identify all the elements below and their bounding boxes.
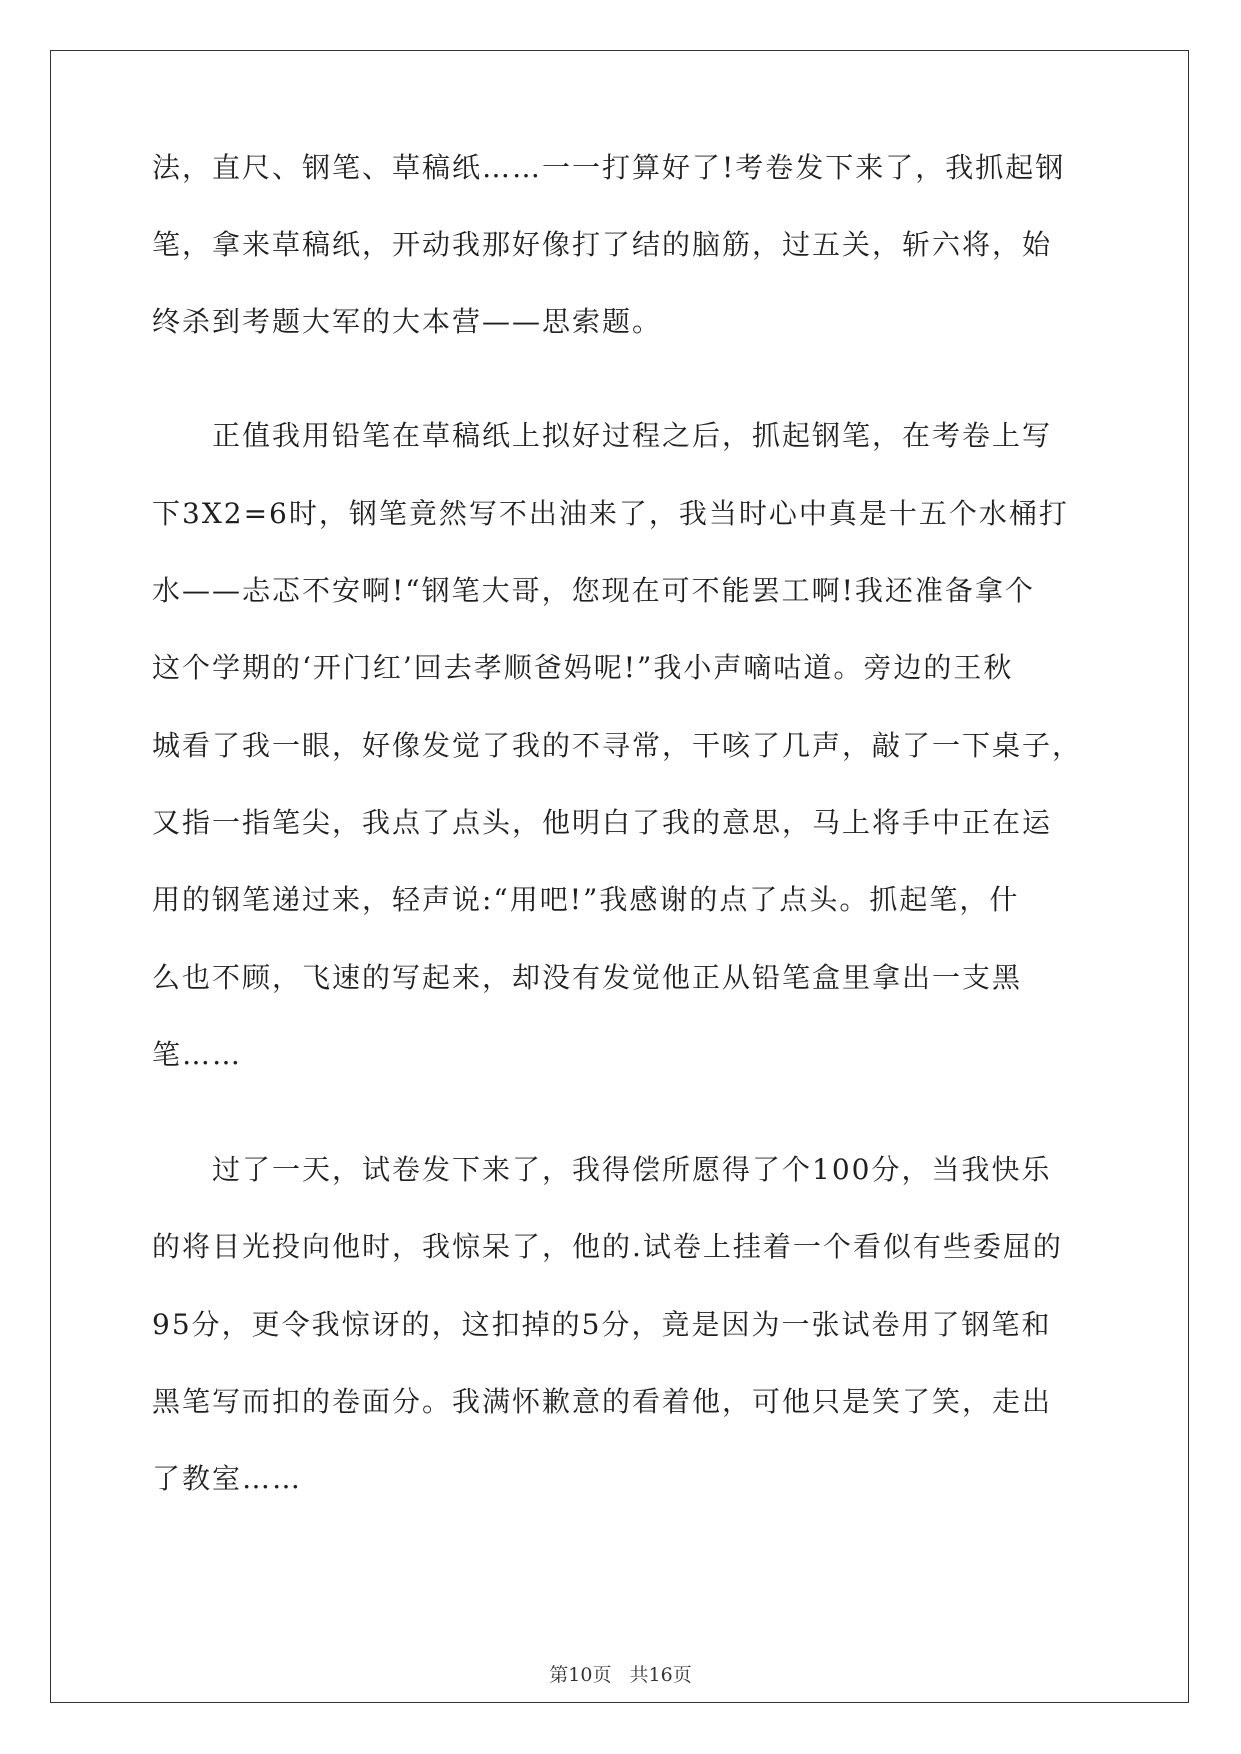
text-line: 城看了我一眼，好像发觉了我的不寻常，干咳了几声，敲了一下桌子， [152,729,1083,762]
text-line: 用的钢笔递过来，轻声说:“用吧!”我感谢的点了点头。抓起笔，什 [152,883,1020,916]
text-line: 的将目光投向他时，我惊呆了，他的.试卷上挂着一个看似有些委屈的 [152,1230,1063,1263]
page-border [50,50,1189,1703]
text-line: 过了一天，试卷发下来了，我得偿所愿得了个100分，当我快乐 [152,1153,1052,1186]
text-line: 黑笔写而扣的卷面分。我满怀歉意的看着他，可他只是笑了笑，走出 [152,1385,1053,1418]
text-line: 又指一指笔尖，我点了点头，他明白了我的意思，马上将手中正在运 [152,806,1053,839]
text-line: 下3X2=6时，钢笔竟然写不出油来了，我当时心中真是十五个水桶打 [152,497,1069,530]
text-line: 了教室…… [152,1462,303,1495]
text-line: 这个学期的‘开门红’回去孝顺爸妈呢!”我小声嘀咕道。旁边的王秋 [152,651,1014,684]
page-total: 共16页 [629,1664,692,1686]
page-number: 第10页 [549,1664,612,1686]
text-line: 水——忐忑不安啊!“钢笔大哥，您现在可不能罢工啊!我还准备拿个 [152,574,1035,607]
text-line: 么也不顾，飞速的写起来，却没有发觉他正从铅笔盒里拿出一支黑 [152,961,1023,994]
text-line: 笔，拿来草稿纸，开动我那好像打了结的脑筋，过五关，斩六将，始 [152,228,1053,261]
text-line: 95分，更令我惊讶的，这扣掉的5分，竟是因为一张试卷用了钢笔和 [152,1308,1052,1341]
text-line: 笔…… [152,1038,243,1071]
page-footer [0,1663,1241,1687]
text-line: 法，直尺、钢笔、草稿纸……一一打算好了!考卷发下来了，我抓起钢 [152,151,1066,184]
text-line: 正值我用铅笔在草稿纸上拟好过程之后，抓起钢笔，在考卷上写 [152,419,1053,452]
text-line: 终杀到考题大军的大本营——思索题。 [152,305,663,338]
